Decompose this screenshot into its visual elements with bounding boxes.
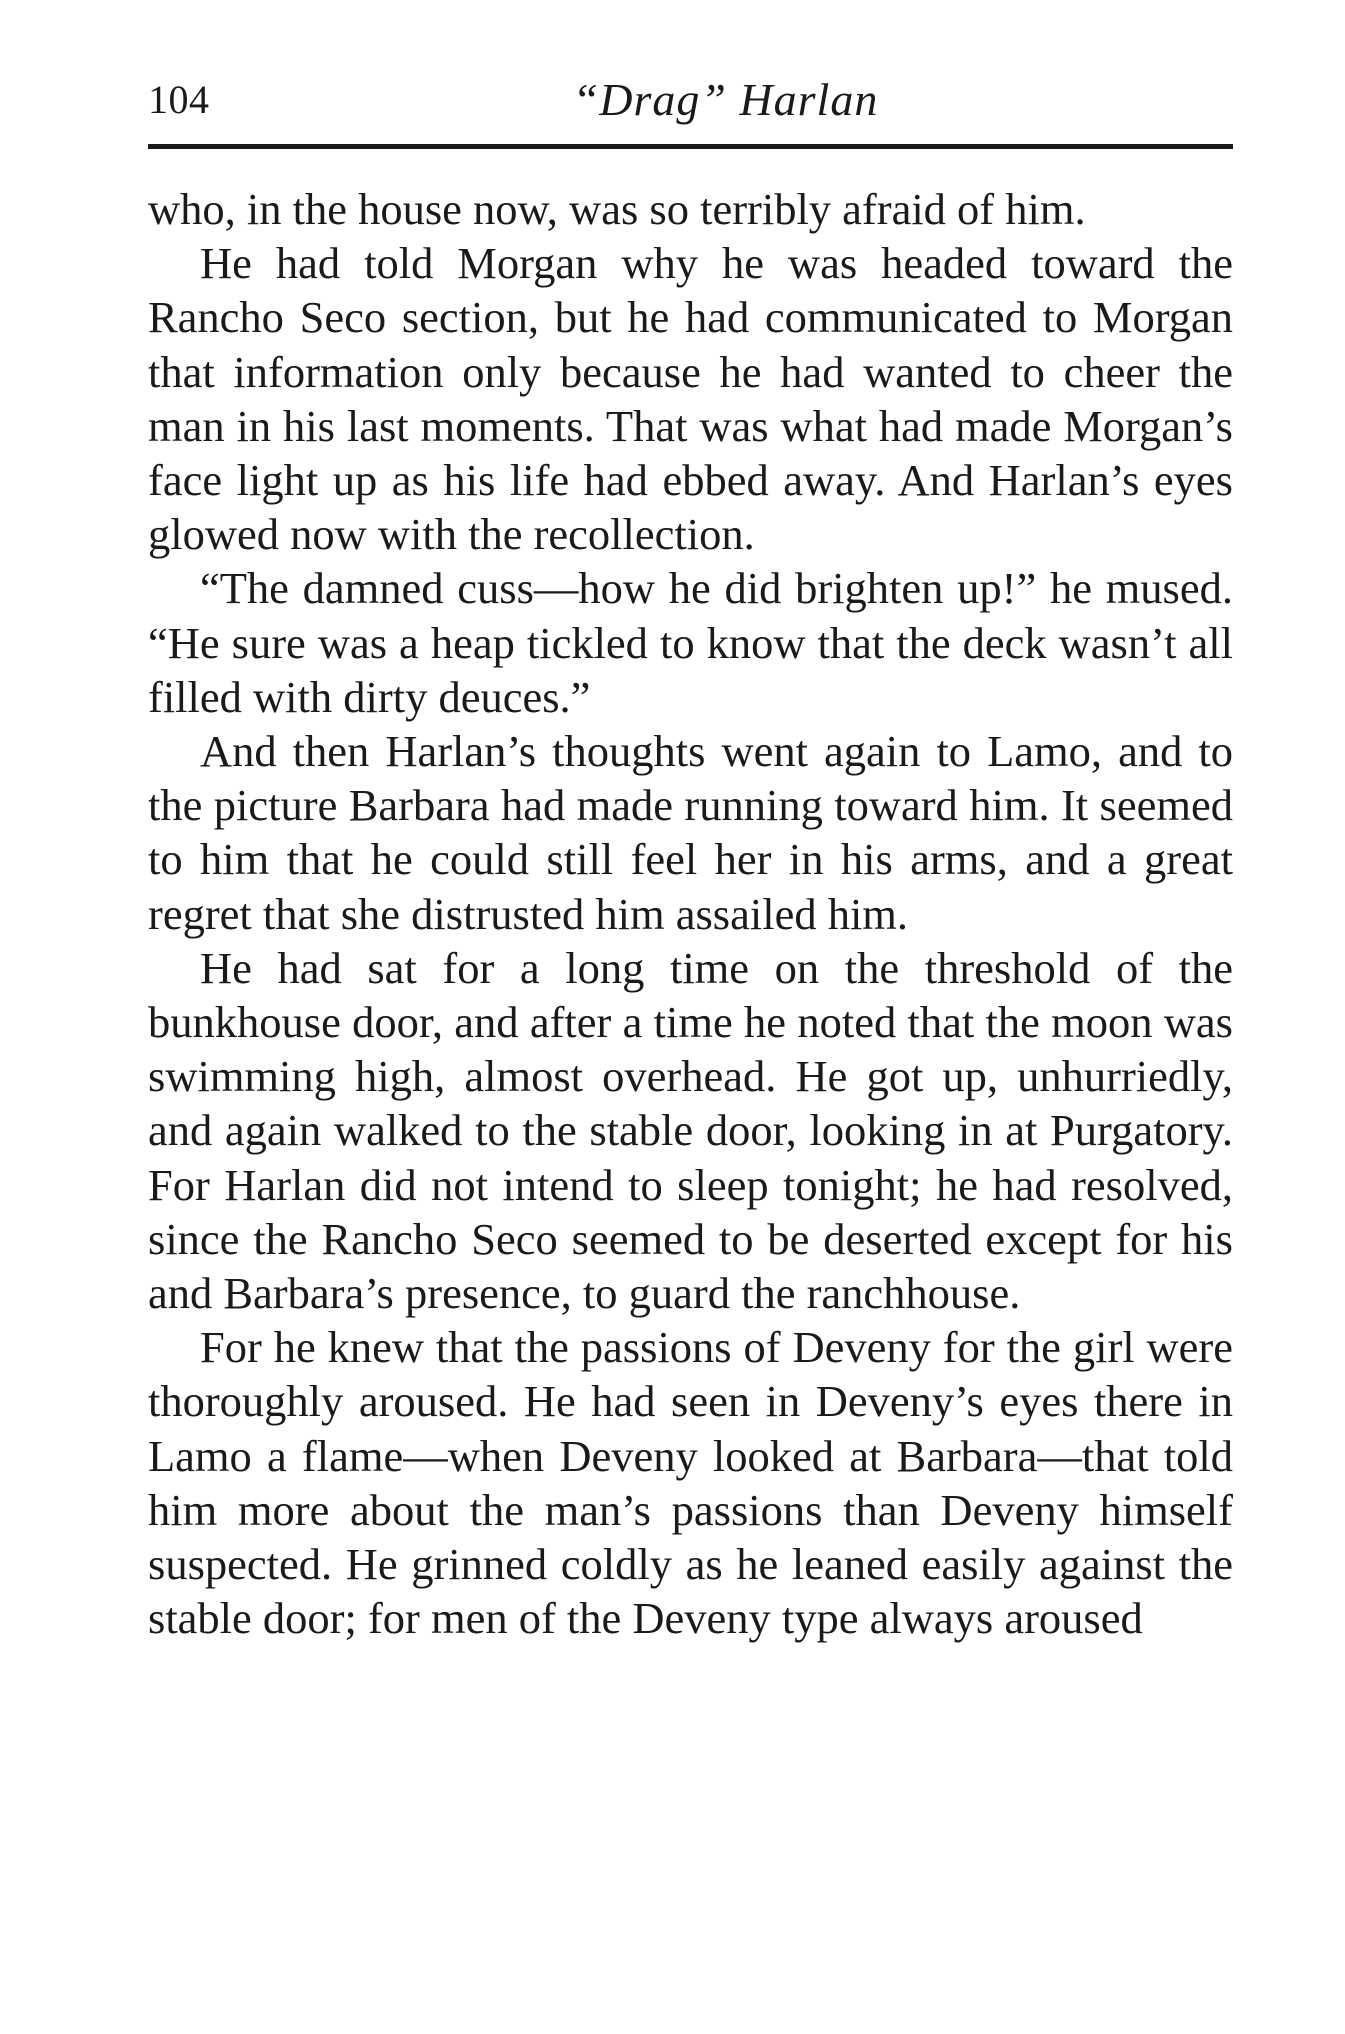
page-number: 104 bbox=[148, 77, 210, 122]
paragraph-continued: who, in the house now, was so terribly afraid of him. bbox=[148, 184, 1086, 234]
paragraph: For he knew that the passions of Deveny for the girl were thoroughly aroused. He had seen in Deveny’s eyes there in Lamo a flame—when Deveny looked at Barbara—that told him more about the man’s passions than Deveny himself suspected. He grinned coldly as he leaned easily against the stable door; for men of the Deveny type always aroused bbox=[148, 1322, 1233, 1644]
paragraph: He had sat for a long time on the threshold of the bunkhouse door, and after a time he noted that the moon was swimming high, almost overhead. He got up, unhurriedly, and again walked to the stable door, looking in at Purgatory. For Harlan did not intend to sleep tonight; he had resolved, since the Rancho Seco seemed to be deserted except for his and Barbara’s presence, to guard the ranchhouse. bbox=[148, 942, 1233, 1319]
header-rule bbox=[148, 144, 1233, 149]
running-title: “Drag” Harlan bbox=[572, 74, 879, 125]
running-head bbox=[148, 70, 1233, 130]
body-text bbox=[148, 182, 1233, 1645]
paragraph: “The damned cuss—how he did brighten up!” he mused. “He sure was a heap tickled to know that the deck wasn’t all filled with dirty deuces.” bbox=[148, 563, 1233, 722]
paragraph: And then Harlan’s thoughts went again to Lamo, and to the picture Barbara had made running toward him. It seemed to him that he could still feel her in his arms, and a great regret that she distrusted him assailed him. bbox=[148, 726, 1233, 939]
paragraph: He had told Morgan why he was headed toward the Rancho Seco section, but he had communicated to Morgan that information only because he had wanted to cheer the man in his last moments. That was what had made Morgan’s face light up as his life had ebbed away. And Harlan’s eyes glowed now with the recollection. bbox=[148, 238, 1233, 560]
